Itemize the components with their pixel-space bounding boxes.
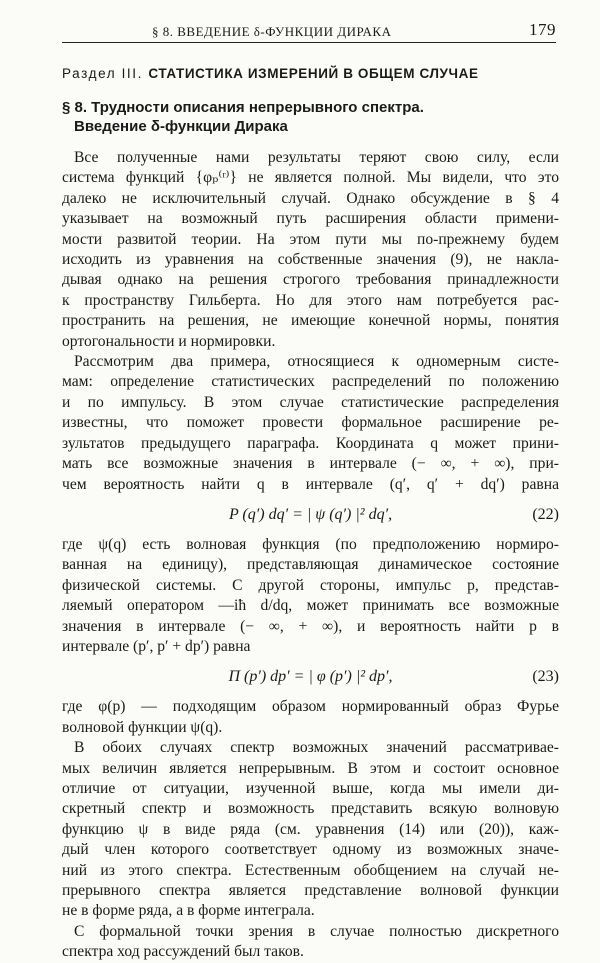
running-head-title: § 8. ВВЕДЕНИЕ δ-ФУНКЦИИ ДИРАКА: [152, 24, 392, 39]
text-line: система функций {φₚ⁽ʳ⁾} не является полной. Мы видели, что это: [62, 169, 559, 187]
text-line: пространить на решения, не имеющие конечной нормы, понятия: [62, 312, 559, 330]
section-name: СТАТИСТИКА ИЗМЕРЕНИЙ В ОБЩЕМ СЛУЧАЕ: [148, 66, 479, 81]
text-line: значения в интервале (− ∞, + ∞), и вероятность найти p в: [62, 617, 559, 635]
text-line: и по импульсу. В этом случае статистические распределения: [62, 393, 559, 411]
text-line: мости развитой теории. На этом пути мы по-прежнему будем: [62, 230, 559, 248]
text-line: известны, что поможет провести формальное расширение ре-: [62, 414, 559, 432]
text-line: дый член которого соответствует одному из возможных значе-: [62, 841, 559, 859]
equation-expression: P (q′) dq′ = | ψ (q′) |² dq′,: [228, 505, 393, 523]
text-line: исходить из уравнения на собственные значения (9), не накла-: [62, 251, 559, 269]
paragraph-2: [62, 352, 559, 495]
text-line: интервале (p′, p′ + dp′) равна: [62, 637, 251, 655]
paragraph-6: [62, 922, 559, 963]
text-line: функцию ψ в виде ряда (см. уравнения (14) или (20)), каж-: [62, 820, 559, 838]
text-line: не в форме ряда, а в форме интеграла.: [62, 902, 315, 920]
text-line: где φ(p) — подходящим образом нормированный образ Фурье: [62, 698, 559, 716]
paragraph-1: [62, 148, 559, 352]
paragraph-3: [62, 535, 559, 657]
section-title: [62, 66, 479, 81]
text-line: ортогональности и нормировки.: [62, 332, 276, 350]
text-line: где ψ(q) есть волновая функция (по предположению нормиро-: [62, 535, 559, 553]
section-prefix: Раздел III.: [62, 66, 143, 81]
paragraph-4: [62, 697, 559, 738]
equation-number: (22): [532, 505, 559, 523]
text-line: к пространству Гильберта. Но для этого нам потребуется рас-: [62, 291, 559, 309]
text-line: ляемый оператором —iħ d/dq, может принимать все возможные: [62, 597, 559, 615]
text-line: Все полученные нами результаты теряют свою силу, если: [74, 149, 559, 166]
text-line: далеко не исключительный случай. Однако обсуждение в § 4: [62, 189, 559, 207]
text-line: отличие от ситуации, изученной выше, когда мы имели ди-: [62, 779, 559, 797]
page-number: 179: [529, 20, 556, 39]
text-line: ванная на единицу), представляющая динамическое состояние: [62, 556, 559, 574]
text-line: спектра ход рассуждений был таков.: [62, 943, 304, 961]
paragraph-heading: [62, 98, 424, 136]
text-line: ний из этого спектра. Естественным обобщением на случай не-: [62, 861, 559, 879]
running-head: [62, 22, 556, 43]
equation-23: [62, 657, 559, 697]
text-line: мам: определение статистических распределений по положению: [62, 373, 559, 391]
text-line: волновой функции ψ(q).: [62, 718, 223, 736]
heading-line-2: Введение δ-функции Дирака: [74, 118, 288, 135]
body-text: [62, 148, 559, 963]
text-line: указывает на возможный путь расширения области примени-: [62, 210, 559, 228]
equation-22: [62, 495, 559, 535]
equation-number: (23): [532, 668, 559, 686]
text-line: дывая однако на решения строгого требования принадлежности: [62, 271, 559, 289]
equation-expression: Π (p′) dp′ = | φ (p′) |² dp′,: [228, 668, 393, 686]
paragraph-5: [62, 738, 559, 922]
text-line: мых величин является непрерывным. В этом и состоит основное: [62, 759, 559, 777]
text-line: чем вероятность найти q в интервале (q′, q′ + dq′) равна: [62, 475, 559, 493]
text-line: Рассмотрим два примера, относящиеся к одномерным систе-: [74, 353, 559, 371]
text-line: физической системы. С другой стороны, импульс p, представ-: [62, 576, 559, 594]
text-line: В обоих случаях спектр возможных значений рассматривае-: [74, 739, 559, 757]
text-line: мать все возможные значения в интервале (− ∞, + ∞), при-: [62, 455, 559, 473]
heading-line-1: § 8. Трудности описания непрерывного спектра.: [62, 99, 424, 116]
text-line: скретный спектр и возможность представить всякую волновую: [62, 800, 559, 818]
text-line: С формальной точки зрения в случае полностью дискретного: [74, 922, 559, 940]
text-line: зультатов предыдущего параграфа. Координата q может прини-: [62, 434, 559, 452]
text-line: прерывного спектра является представление волновой функции: [62, 882, 559, 899]
